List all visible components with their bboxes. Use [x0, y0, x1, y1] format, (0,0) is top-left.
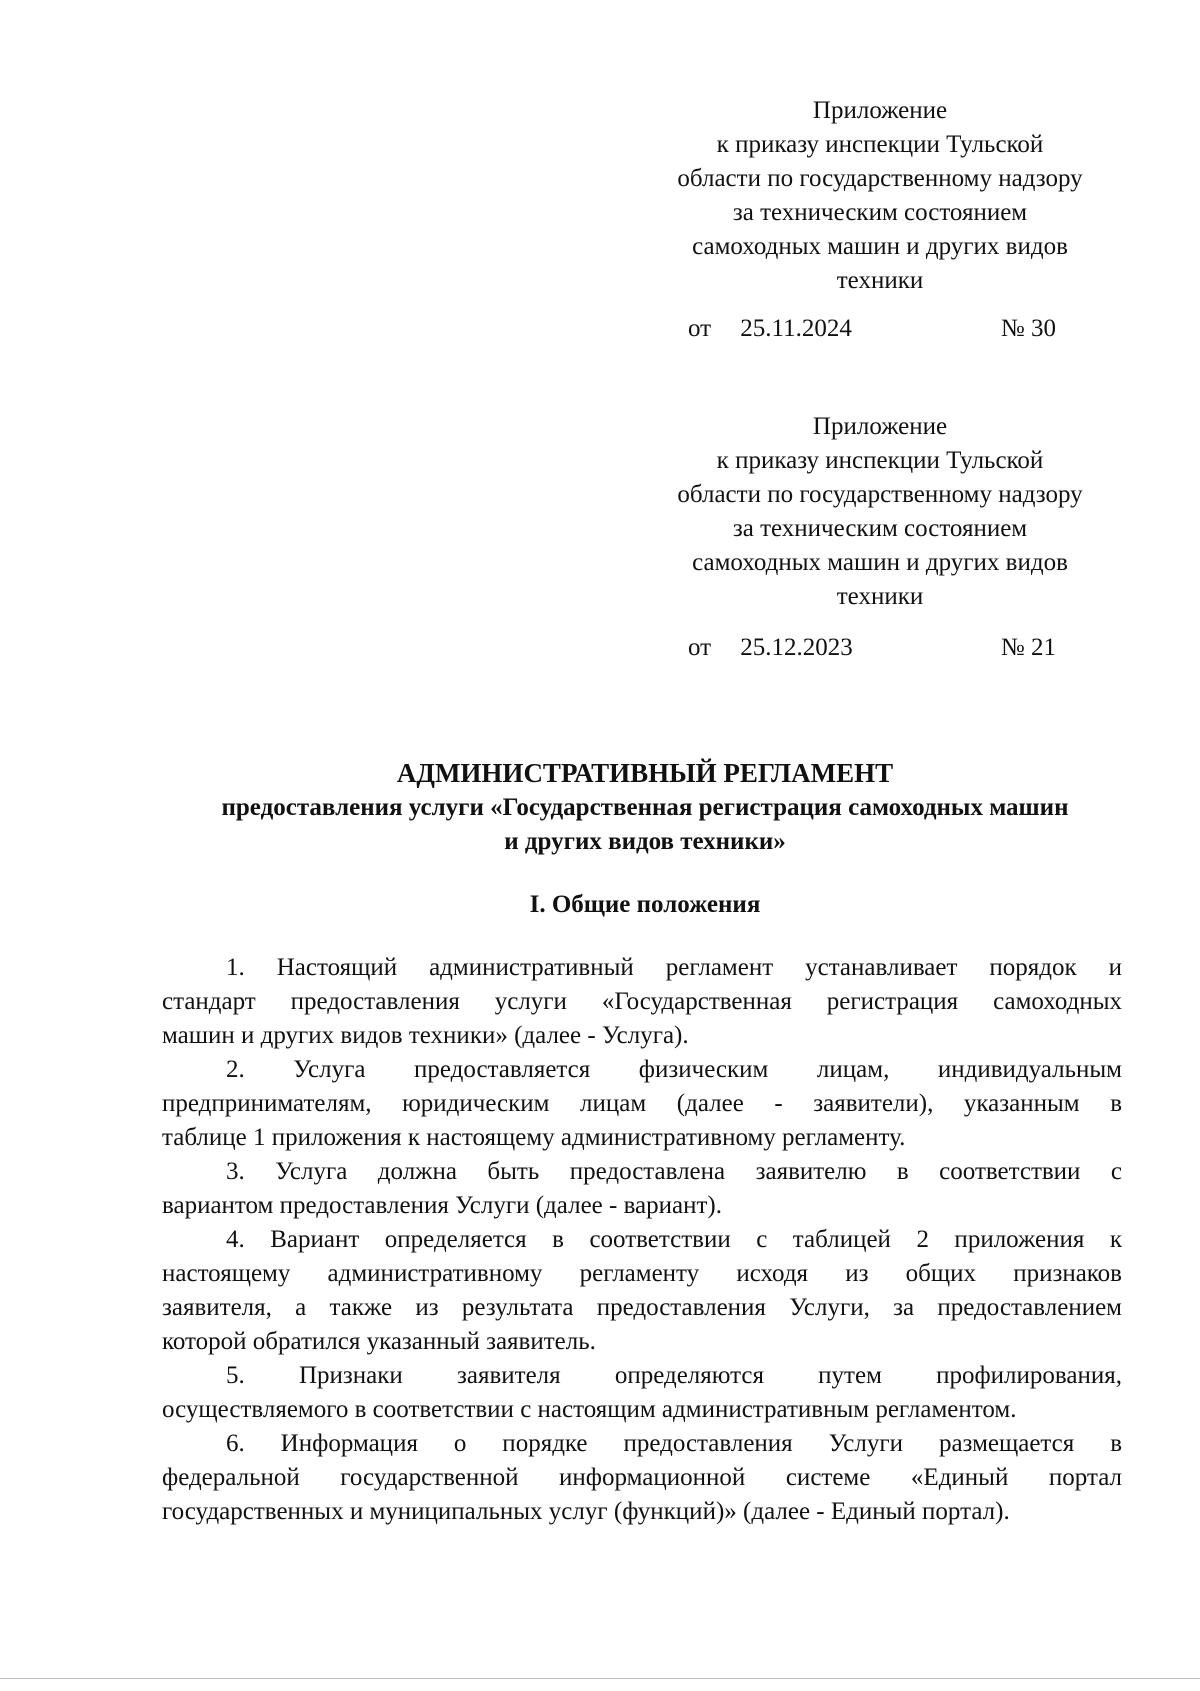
- paragraph-line: таблице 1 приложения к настоящему административному регламенту.: [162, 1124, 906, 1151]
- paragraph-line: 3. Услуга должна быть предоставлена заявителю в соответствии с: [226, 1158, 1122, 1185]
- paragraph-line: 6. Информация о порядке предоставления Услуги размещается в: [226, 1430, 1122, 1457]
- order-number: № 21: [1000, 634, 1056, 661]
- order-reference-previous: [688, 631, 1108, 665]
- paragraph-line: осуществляемого в соответствии с настоящим административным регламентом.: [162, 1396, 1017, 1423]
- paragraph-line: 1. Настоящий административный регламент устанавливает порядок и: [226, 954, 1122, 981]
- date-prefix: от: [688, 315, 712, 342]
- order-date: 25.11.2024: [740, 315, 852, 342]
- paragraph-line: вариантом предоставления Услуги (далее - вариант).: [162, 1192, 723, 1219]
- subtitle-line: и других видов техники»: [504, 828, 786, 855]
- appendix-line: самоходных машин и других видов: [692, 549, 1068, 576]
- paragraph-6: [162, 1427, 1122, 1529]
- page-bottom-rule: [0, 1678, 1200, 1679]
- appendix-line: Приложение: [812, 97, 948, 124]
- appendix-line: области по государственному надзору: [677, 481, 1083, 508]
- appendix-line: Приложение: [812, 413, 948, 440]
- document-title-block: [150, 755, 1140, 859]
- paragraph-line: федеральной государственной информационной системе «Единый портал: [162, 1464, 1122, 1491]
- body-text: [162, 951, 1122, 1529]
- subtitle-line: предоставления услуги «Государственная регистрация самоходных машин: [221, 794, 1069, 821]
- date-prefix: от: [688, 634, 712, 661]
- paragraph-4: [162, 1223, 1122, 1359]
- order-number: № 30: [1000, 315, 1056, 342]
- document-title: АДМИНИСТРАТИВНЫЙ РЕГЛАМЕНТ: [396, 758, 894, 788]
- paragraph-5: [162, 1359, 1122, 1427]
- appendix-header-previous: [640, 410, 1120, 614]
- document-subtitle: [150, 791, 1140, 859]
- order-date: 25.12.2023: [740, 634, 853, 661]
- appendix-header-current: [640, 94, 1120, 298]
- paragraph-2: [162, 1053, 1122, 1155]
- paragraph-line: стандарт предоставления услуги «Государственная регистрация самоходных: [162, 988, 1122, 1015]
- appendix-line: области по государственному надзору: [677, 165, 1083, 192]
- appendix-line: техники: [836, 583, 924, 610]
- paragraph-line: заявителя, а также из результата предоставления Услуги, за предоставлением: [162, 1294, 1122, 1321]
- paragraph-line: 5. Признаки заявителя определяются путем профилирования,: [226, 1362, 1122, 1389]
- paragraph-line: предпринимателям, юридическим лицам (далее - заявители), указанным в: [162, 1090, 1122, 1117]
- appendix-line: техники: [836, 267, 924, 294]
- paragraph-line: машин и других видов техники» (далее - Услуга).: [162, 1022, 689, 1049]
- paragraph-line: настоящему административному регламенту исходя из общих признаков: [162, 1260, 1122, 1287]
- appendix-line: за техническим состоянием: [732, 515, 1028, 542]
- appendix-line: к приказу инспекции Тульской: [716, 131, 1044, 158]
- paragraph-3: [162, 1155, 1122, 1223]
- appendix-line: за техническим состоянием: [732, 199, 1028, 226]
- paragraph-line: 2. Услуга предоставляется физическим лицам, индивидуальным: [226, 1056, 1122, 1083]
- paragraph-1: [162, 951, 1122, 1053]
- paragraph-line: 4. Вариант определяется в соответствии с таблицей 2 приложения к: [226, 1226, 1122, 1253]
- appendix-line: к приказу инспекции Тульской: [716, 447, 1044, 474]
- order-reference-current: [688, 312, 1108, 346]
- paragraph-line: государственных и муниципальных услуг (функций)» (далее - Единый портал).: [162, 1498, 1010, 1525]
- appendix-line: самоходных машин и других видов: [692, 233, 1068, 260]
- paragraph-line: которой обратился указанный заявитель.: [162, 1328, 596, 1355]
- section-heading: I. Общие положения: [529, 891, 761, 918]
